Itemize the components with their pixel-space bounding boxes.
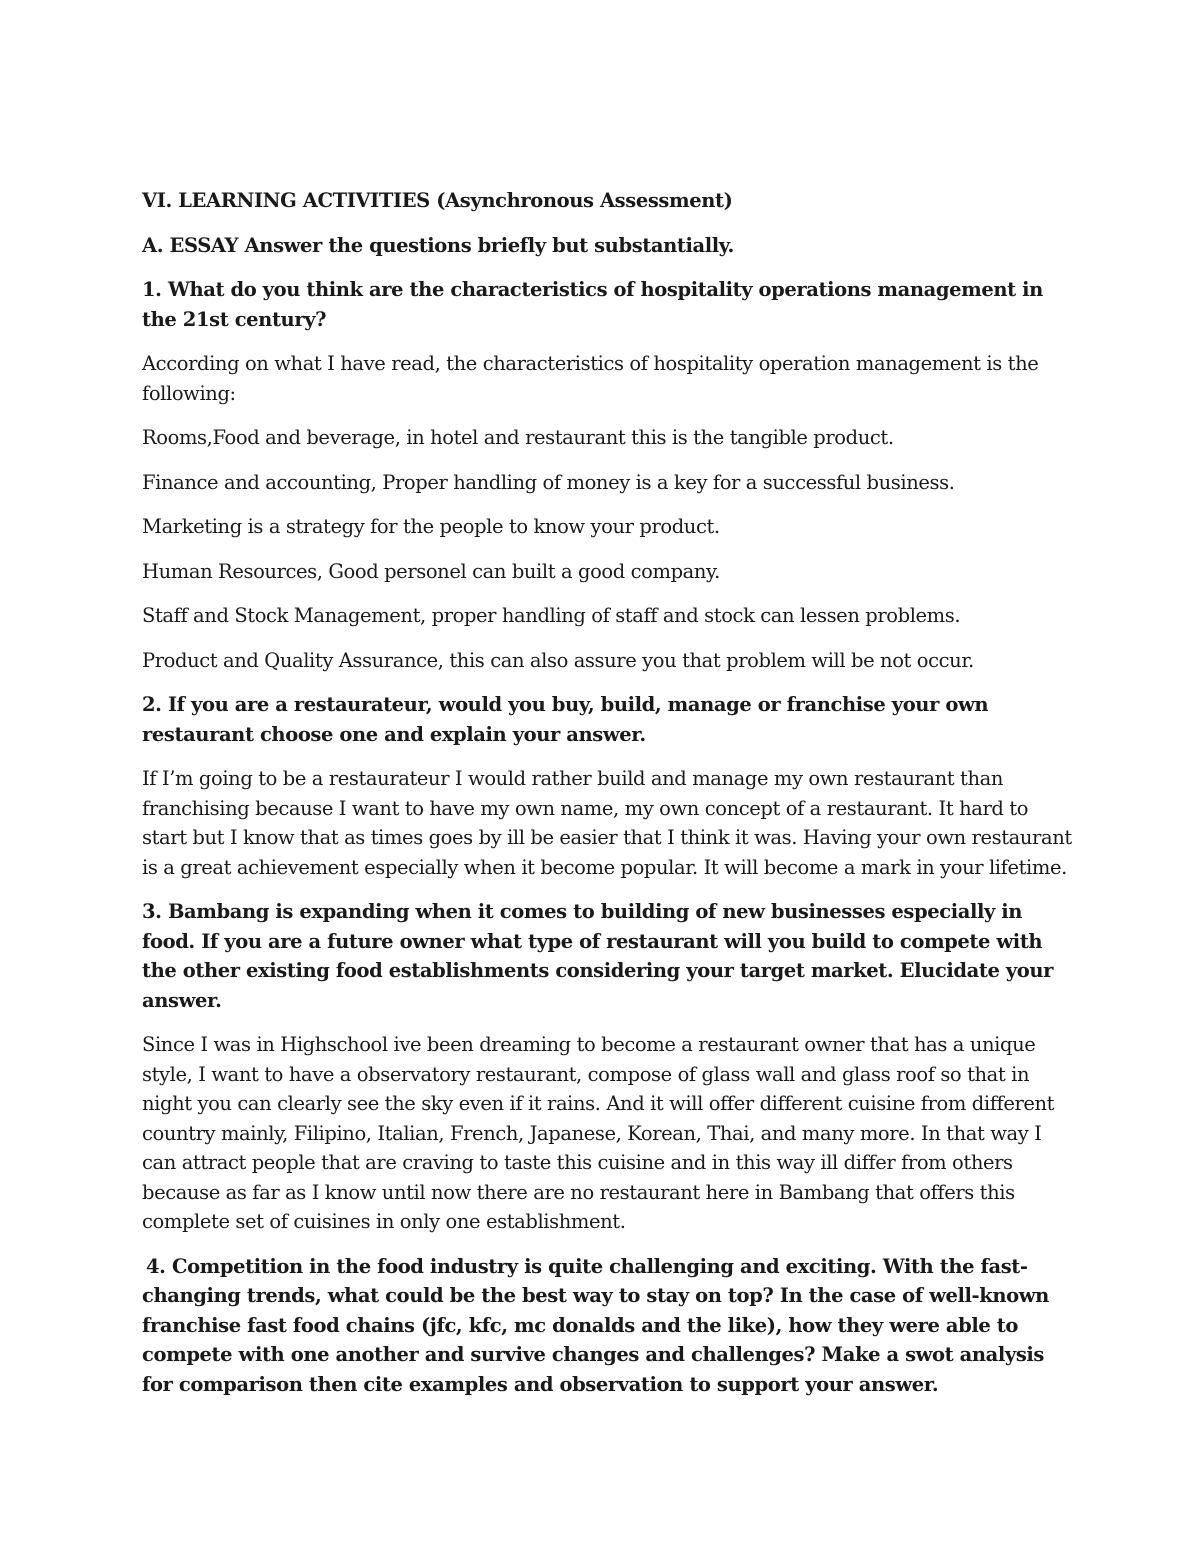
answer-1-item: Finance and accounting, Proper handling of money is a key for a successful business. [142,470,955,494]
answer-1-intro: According on what I have read, the characteristics of hospitality operation management is the following: [142,352,1039,405]
answer-2: If I’m going to be a restaurateur I would rather build and manage my own restaurant than franchising because I want to have my own name, my own concept of a restaurant. It hard to start but I know that as times goes by ill be easier that I think it was. Having your own restaurant is a great achievement especially when it become popular. It will become a mark in your lifetime. [142,767,1072,879]
answer-1-item: Product and Quality Assurance, this can also assure you that problem will be not occur. [142,648,974,672]
essay-instruction: A. ESSAY Answer the questions briefly but substantially. [142,233,734,257]
question-3: 3. Bambang is expanding when it comes to building of new businesses especially in food. If you are a future owner what type of restaurant will you build to compete with the other existing food establishments considering your target market. Elucidate your answer. [142,900,1054,1012]
answer-3: Since I was in Highschool ive been dreaming to become a restaurant owner that has a unique style, I want to have a observatory restaurant, compose of glass wall and glass roof so that in night you can clearly see the sky even if it rains. And it will offer different cuisine from different country mainly, Filipino, Italian, French, Japanese, Korean, Thai, and many more. In that way I can attract people that are craving to taste this cuisine and in this way ill differ from others because as far as I know until now there are no restaurant here in Bambang that offers this complete set of cuisines in only one establishment. [142,1033,1055,1233]
document-body [142,186,1072,1414]
answer-1-item: Human Resources, Good personel can built a good company. [142,559,720,583]
answer-1-item: Staff and Stock Management, proper handling of staff and stock can lessen problems. [142,604,961,627]
question-1: 1. What do you think are the characteristics of hospitality operations management in the 21st century? [142,278,1043,331]
section-heading: VI. LEARNING ACTIVITIES (Asynchronous Assessment) [142,189,733,212]
question-4: 4. Competition in the food industry is quite challenging and exciting. With the fast-changing trends, what could be the best way to stay on top? In the case of well-known franchise fast food chains (jfc, kfc, mc donalds and the like), how they were able to compete with one another and survive changes and challenges? Make a swot analysis for comparison then cite examples and observation to support your answer. [142,1254,1049,1396]
question-2: 2. If you are a restaurateur, would you buy, build, manage or franchise your own restaurant choose one and explain your answer. [142,693,989,746]
answer-1-item: Marketing is a strategy for the people to know your product. [142,515,720,538]
answer-1-item: Rooms,Food and beverage, in hotel and restaurant this is the tangible product. [142,426,894,449]
